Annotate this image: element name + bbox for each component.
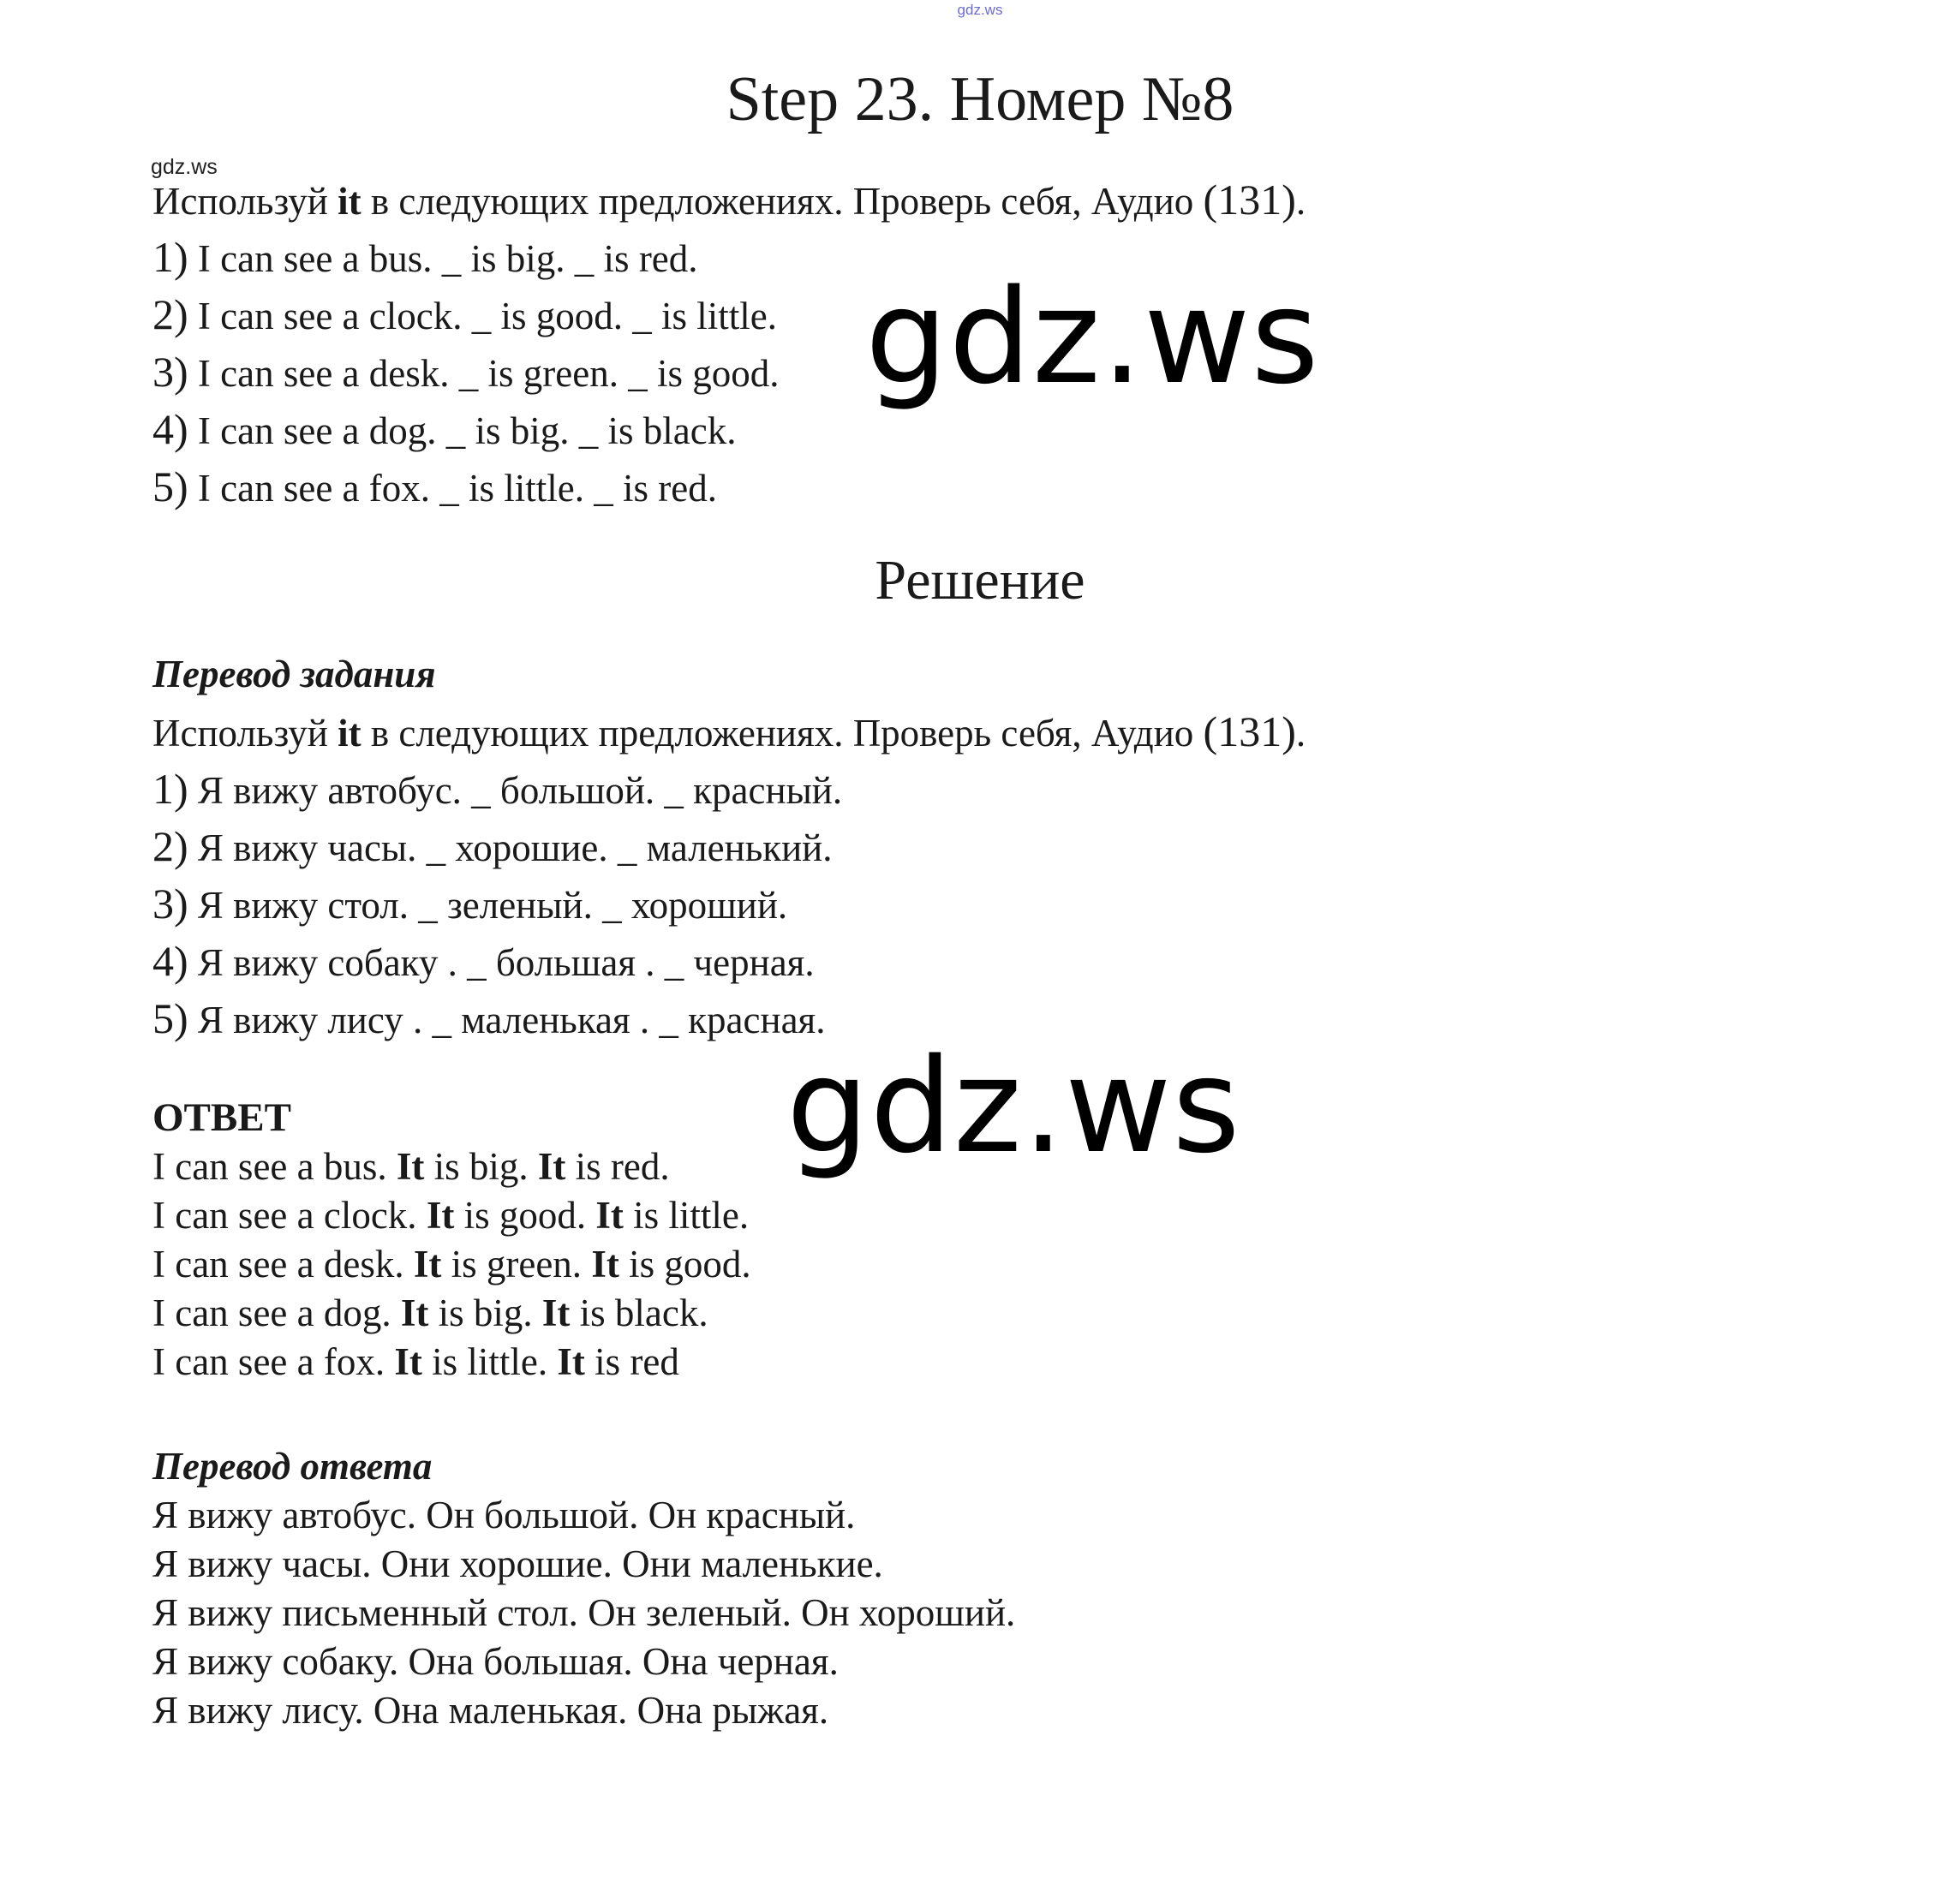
answer-line: I can see a fox. It is little. It is red	[152, 1340, 679, 1383]
translation-instruction: Используй it в следующих предложениях. Проверь себя, Аудио (131).	[152, 707, 1306, 755]
page-title: Step 23. Номер №8	[726, 64, 1234, 134]
task-item: 5) I can see a fox. _ is little. _ is red.	[152, 462, 717, 510]
translation-item: 3) Я вижу стол. _ зеленый. _ хороший.	[152, 880, 788, 928]
watermark-large-1: gdz.ws	[865, 261, 1320, 413]
translation-item: 5) Я вижу лису . _ маленькая . _ красная.	[152, 994, 826, 1042]
answer-line: I can see a clock. It is good. It is little.	[152, 1194, 750, 1237]
answer-translation-line: Я вижу письменный стол. Он зеленый. Он хороший.	[152, 1591, 1016, 1634]
answer-line: I can see a bus. It is big. It is red.	[152, 1145, 670, 1188]
task-item: 2) I can see a clock. _ is good. _ is little.	[152, 290, 777, 338]
task-item: 1) I can see a bus. _ is big. _ is red.	[152, 233, 698, 281]
task-item: 4) I can see a dog. _ is big. _ is black.	[152, 405, 737, 453]
task-instruction: Используй it в следующих предложениях. Проверь себя, Аудио (131).	[152, 176, 1306, 224]
watermark-top: gdz.ws	[957, 2, 1003, 18]
answer-heading: ОТВЕТ	[152, 1095, 291, 1140]
answer-translation-line: Я вижу собаку. Она большая. Она черная.	[152, 1640, 839, 1683]
answer-line: I can see a dog. It is big. It is black.	[152, 1291, 708, 1334]
task-item: 3) I can see a desk. _ is green. _ is good.	[152, 348, 780, 396]
translation-item: 4) Я вижу собаку . _ большая . _ черная.	[152, 937, 815, 985]
task-translation-heading: Перевод задания	[152, 653, 436, 695]
answer-line: I can see a desk. It is green. It is good.	[152, 1243, 751, 1285]
watermark-small: gdz.ws	[151, 155, 218, 179]
watermark-large-2: gdz.ws	[786, 1030, 1241, 1182]
translation-item: 1) Я вижу автобус. _ большой. _ красный.	[152, 765, 843, 813]
answer-translation-line: Я вижу лису. Она маленькая. Она рыжая.	[152, 1689, 829, 1732]
answer-translation-heading: Перевод ответа	[152, 1445, 433, 1488]
answer-translation-line: Я вижу автобус. Он большой. Он красный.	[152, 1494, 856, 1536]
translation-item: 2) Я вижу часы. _ хорошие. _ маленький.	[152, 822, 833, 870]
answer-translation-line: Я вижу часы. Они хорошие. Они маленькие.	[152, 1542, 883, 1585]
solution-heading: Решение	[875, 549, 1085, 611]
